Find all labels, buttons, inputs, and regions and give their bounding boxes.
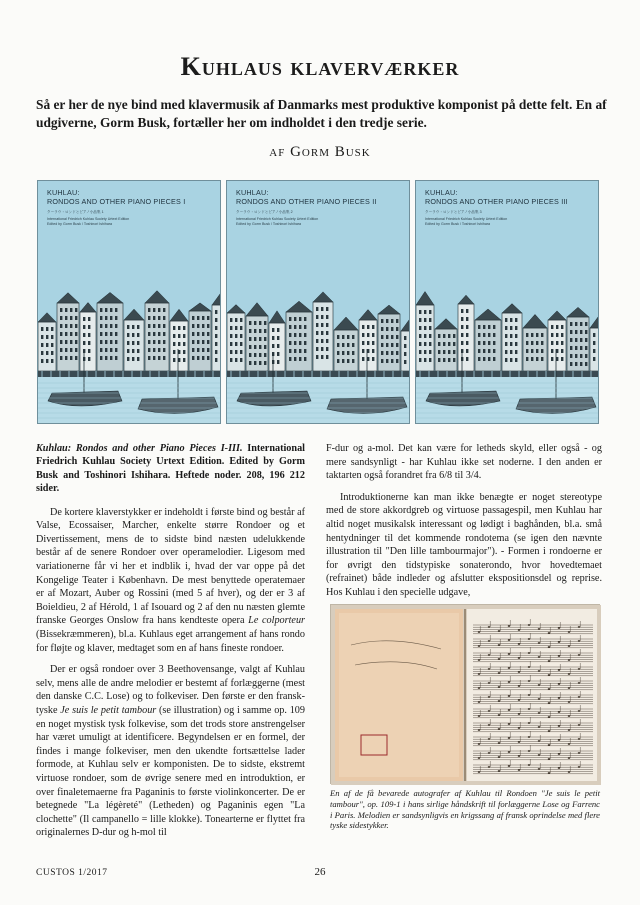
book-title: Kuhlau: Rondos and other Piano Pieces I-III.	[36, 443, 243, 454]
cover-title: KUHLAU: RONDOS AND OTHER PIANO PIECES III	[425, 188, 568, 206]
article-lead: Så er her de nye bind med klavermusik af Danmarks mest produktive komponist på dette felt. En af udgiverne, Gorm Busk, fortæller her om indholdet i den tredje serie.	[36, 97, 607, 130]
paragraph-2: Der er også rondoer over 3 Beethovensange, valgt af Kuhlau selv, mens alle de andre melodier er bestemt af forlæggerne (mest den danske C.C. Lose) og to folkeviser. Den første er den fransk-tyske Je suis le petit tambour (se illustration) og i samme op. 109 en noget mystisk tysk folkevise, som det trods store anstrengelser har været umuligt at identificere. Begyndelsen er en formel, der findes i mange folkeviser, men den ukendte fortsættelse lader formode, at Kuhlau selv er komponisten. De to sidste, ekstremt virtuose rondoer, som de øvrige senere med en introduktion, er over finaletemaerne fra Paganinis to første violinkoncerter. De er betegnede "La légèreté" (Letheden) og Paganinis egen "La clochette" (Il campanello = lille klokke). Tonearterne er flyttet fra originalernes D-dur og h-mol til	[36, 664, 305, 839]
cover-editors: Edited by Gorm Busk / Toshinori Ishihara	[425, 222, 491, 226]
cover-title: KUHLAU: RONDOS AND OTHER PIANO PIECES I	[47, 188, 186, 206]
paragraph-3: F-dur og a-mol. Det kan være for letheds skyld, eller også - og mere sandsynligt - har Kuhlau ikke set noderne. I den anden er taktarten også forandret fra 6/8 til 3/4.	[326, 443, 602, 482]
paragraph-1: De kortere klaverstykker er indeholdt i første bind og består af Valse, Ecossaiser, Marcher, enkelte større Rondoer og et Divertissement, mens de to sidste bind næsten udelukkende består af de senere Rondoer over operamelodier. Ligesom med variationerne får vi her et indblik i, hvad der var oppe på det Kongelige Teater i København. De mest benyttede operatemaer er af Mozart, Auber og Rossini (med 5 af hver), og der er 3 af Boieldieu, 2 af Hérold, 1 af Isouard og 2 af den nu næsten glemte franske Georges Onslow fra hans kendteste opera Le colporteur (Bissekræmmeren), bl.a. Kuhlaus eget arrangement af hans rondo for fløjte og klaver, medtaget som en af hans fineste rondoer.	[36, 506, 306, 654]
cover-japanese-title: クーラウ・ロンドとピアノ小品集 3	[425, 210, 482, 214]
photo-caption: En af de få bevarede autografer af Kuhlau til Rondoen "Je suis le petit tambour", op. 109-1 i hans sirlige håndskrift til forlæggerne Lose og Farrenc i Paris. Melodien er sandsynligvis en krigssang af fransk oprindelse med flere tyske sidestykker.	[330, 788, 600, 831]
cover-japanese-title: クーラウ・ロンドとピアノ小品集 2	[236, 210, 293, 214]
nyhavn-illustration	[227, 283, 410, 423]
nyhavn-illustration	[416, 283, 599, 423]
article-title: Kuhlaus klaverværker	[180, 52, 460, 81]
manuscript-image	[331, 605, 601, 785]
journal-issue: CUSTOS 1/2017	[36, 868, 108, 878]
book-reference	[36, 442, 305, 496]
cover-editors: Edited by Gorm Busk / Toshinori Ishihara	[47, 222, 113, 226]
book-covers	[37, 180, 599, 424]
book-cover-2	[226, 180, 410, 424]
nyhavn-illustration	[38, 283, 221, 423]
cover-title: KUHLAU: RONDOS AND OTHER PIANO PIECES II	[236, 188, 377, 206]
left-column	[36, 442, 305, 848]
cover-edition: International Friedrich Kuhlau Society Urtext Edition	[425, 217, 508, 221]
article-byline: af Gorm Busk	[269, 144, 371, 160]
cover-japanese-title: クーラウ・ロンドとピアノ小品集 1	[47, 210, 104, 214]
manuscript-photo	[330, 604, 600, 784]
book-cover-1	[37, 180, 221, 424]
book-details: International Friedrich Kuhlau Society Urtext Edition. Edited by Gorm Busk and Toshinori Ishihara. Heftede noder. 208, 196 212 sider.	[36, 443, 305, 495]
cover-edition: International Friedrich Kuhlau Society Urtext Edition	[236, 217, 319, 221]
page-number: 26	[314, 866, 326, 878]
cover-editors: Edited by Gorm Busk / Toshinori Ishihara	[236, 222, 302, 226]
paragraph-4: Introduktionerne kan man ikke benægte er noget stereotype med de store akkordgreb og virtuose passagespil, men Kuhlau har altid noget musikalsk interessant og lødigt i baghånden, bl.a. små hentydninger til det kommende rondotema (se igen den nævnte illustration til "Den lille tambourmajor"). - Formen i rondoerne er for øvrigt den tidstypiske sonaterondo, hvor hovedtemaet (refrainet) både indleder og afslutter ekspositionsdel og reprise. Hos Kuhlau i den specielle udgave,	[326, 491, 602, 598]
right-column	[326, 442, 602, 608]
book-cover-3	[415, 180, 599, 424]
cover-edition: International Friedrich Kuhlau Society Urtext Edition	[47, 217, 130, 221]
